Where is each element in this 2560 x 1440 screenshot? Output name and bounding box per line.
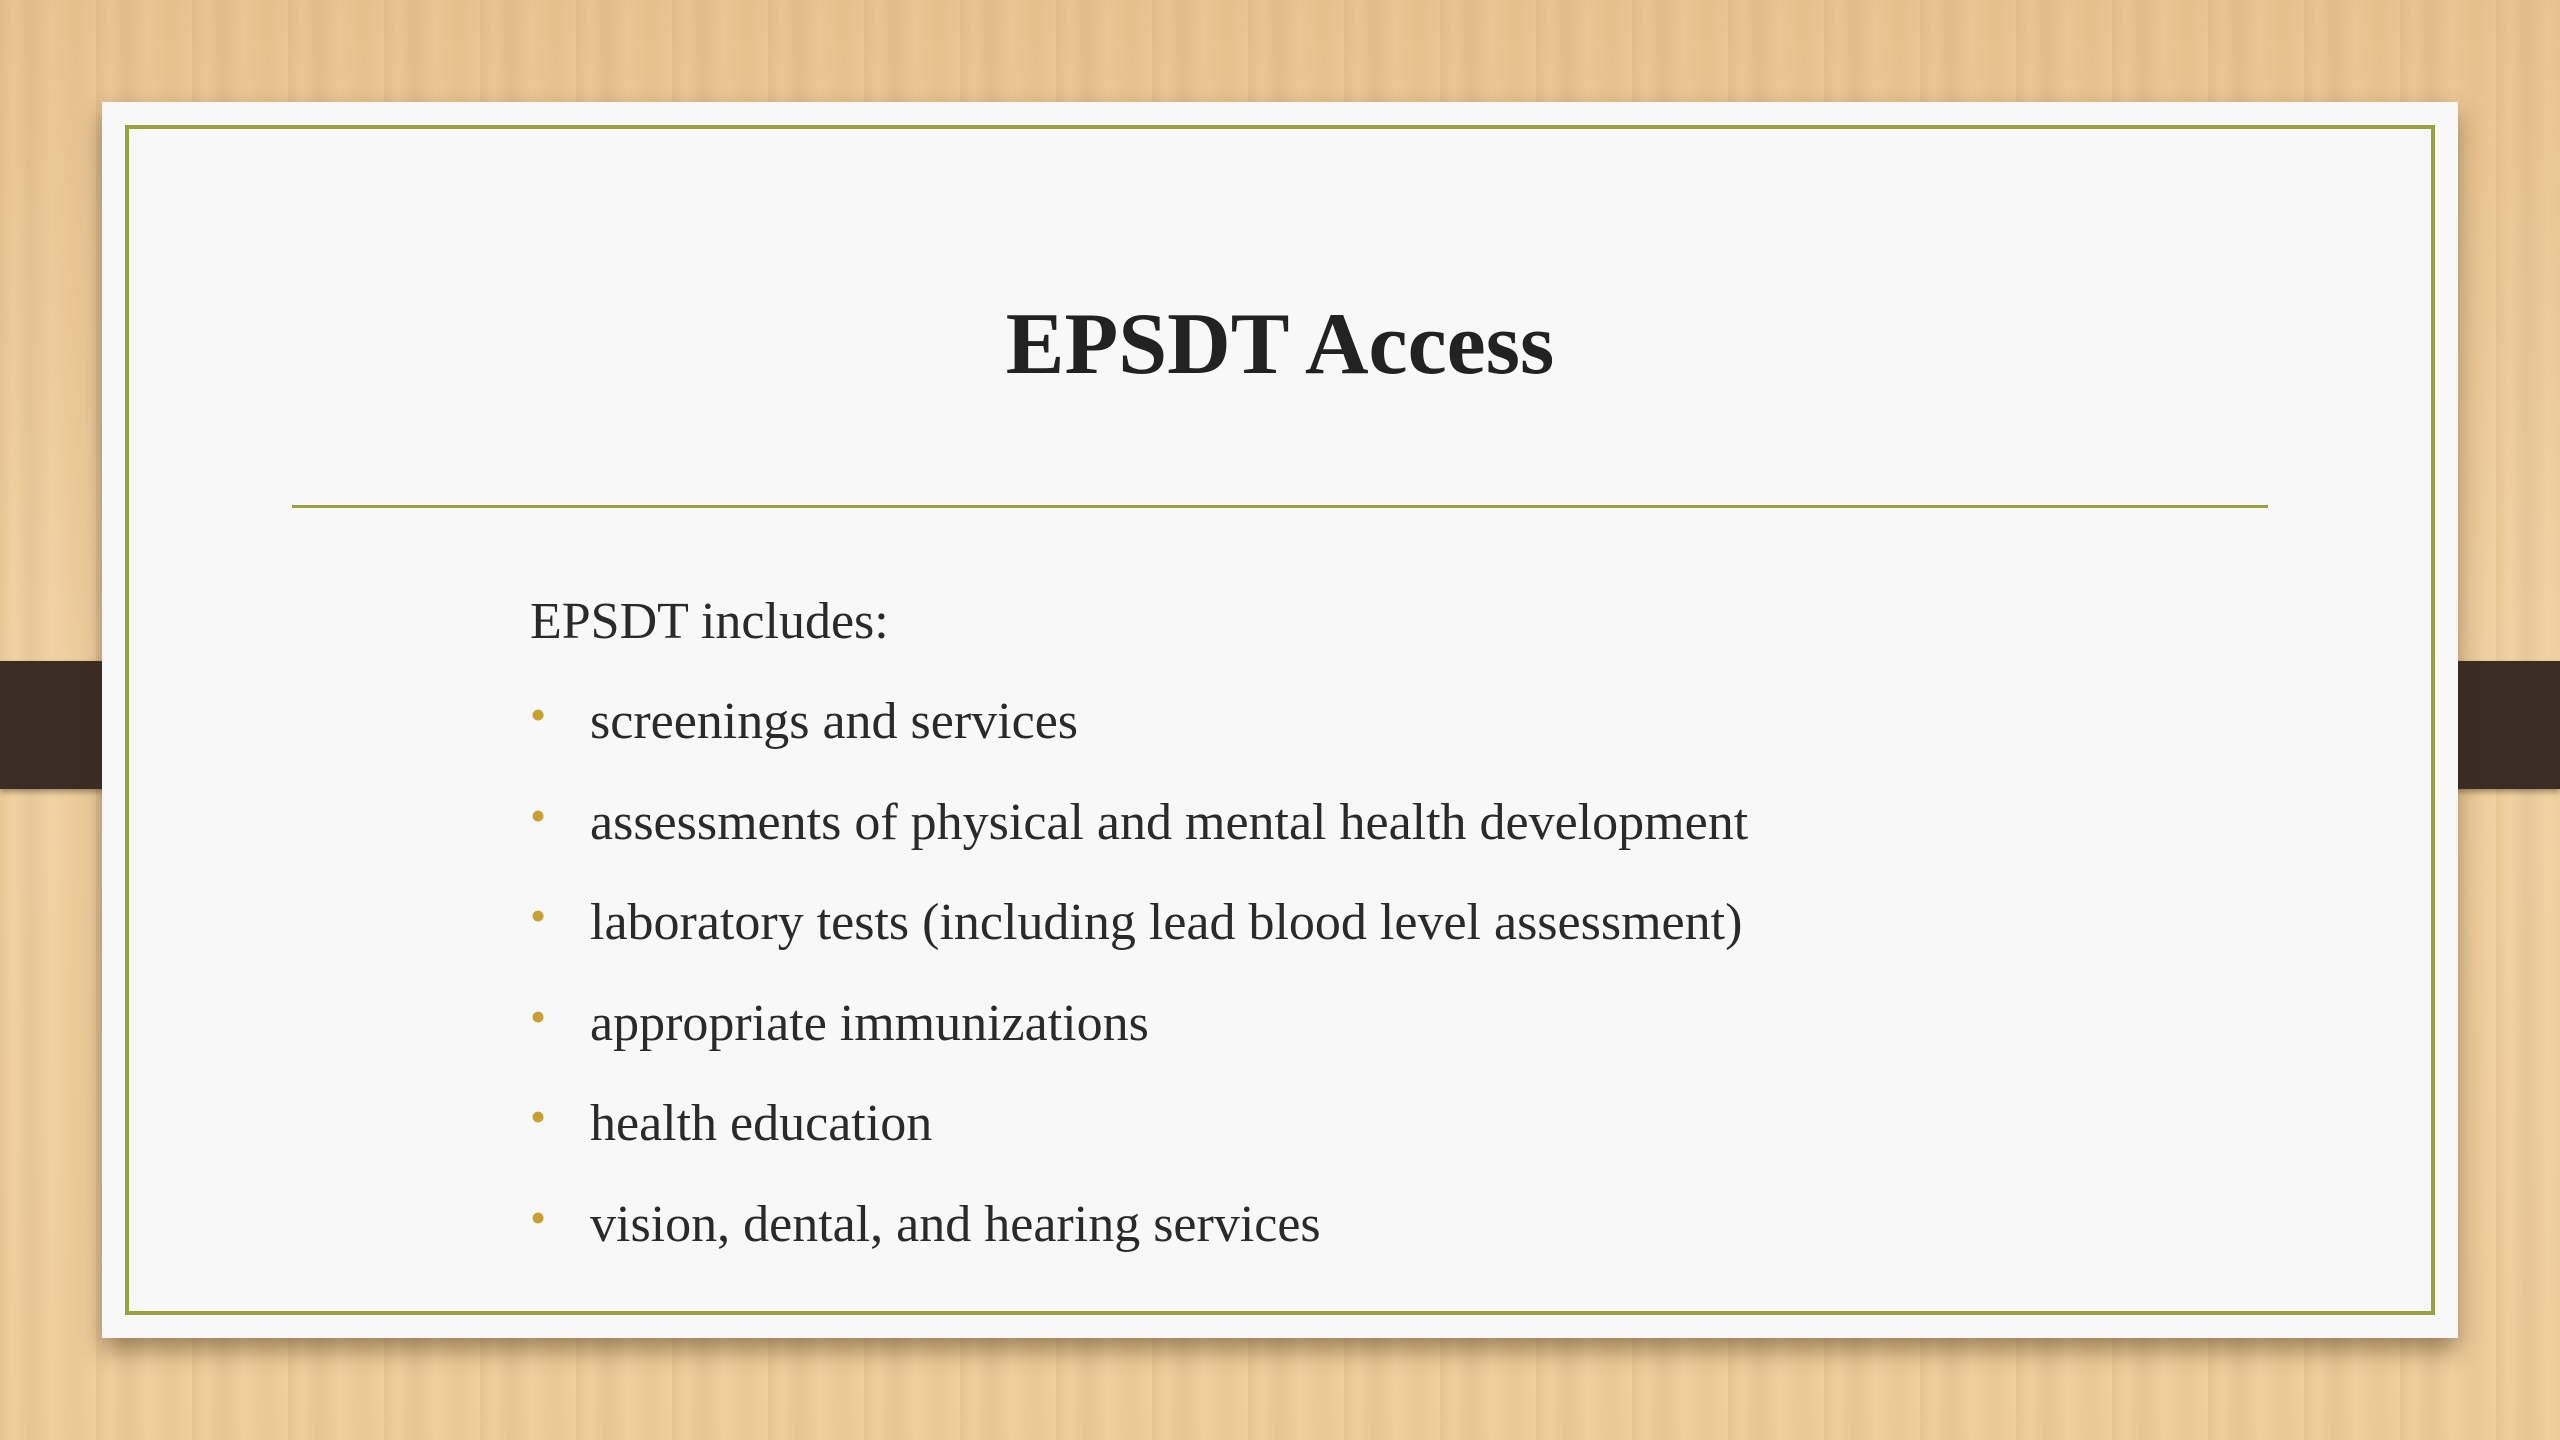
bullet-item: [530, 1074, 2230, 1175]
bullet-item: [530, 1175, 2230, 1276]
slide-title: EPSDT Access: [1005, 296, 1555, 393]
bullet-text: screenings and services: [590, 693, 1079, 750]
bullet-dot-icon: •: [530, 689, 547, 740]
bullet-dot-icon: •: [530, 1191, 547, 1243]
title-divider: [292, 505, 2268, 508]
bullet-dot-icon: •: [530, 789, 547, 841]
bullet-list: [530, 672, 2230, 1275]
bullet-text: laboratory tests (including lead blood level assessment): [590, 894, 1743, 951]
bullet-text: vision, dental, and hearing services: [590, 1195, 1321, 1253]
bullet-item: [530, 873, 2230, 974]
bullet-item: [530, 773, 2230, 874]
bullet-item: [530, 974, 2230, 1075]
bullet-dot-icon: •: [530, 990, 547, 1042]
intro-text: EPSDT includes:: [530, 593, 889, 650]
bullet-item: [530, 672, 2230, 773]
bullet-dot-icon: •: [530, 1091, 547, 1142]
bullet-dot-icon: •: [530, 890, 547, 941]
slide-card: [102, 102, 2458, 1338]
slide-content: [530, 572, 2230, 1275]
bullet-text: assessments of physical and mental health development: [590, 793, 1749, 851]
bullet-text: appropriate immunizations: [590, 994, 1149, 1052]
bullet-text: health education: [590, 1095, 933, 1152]
